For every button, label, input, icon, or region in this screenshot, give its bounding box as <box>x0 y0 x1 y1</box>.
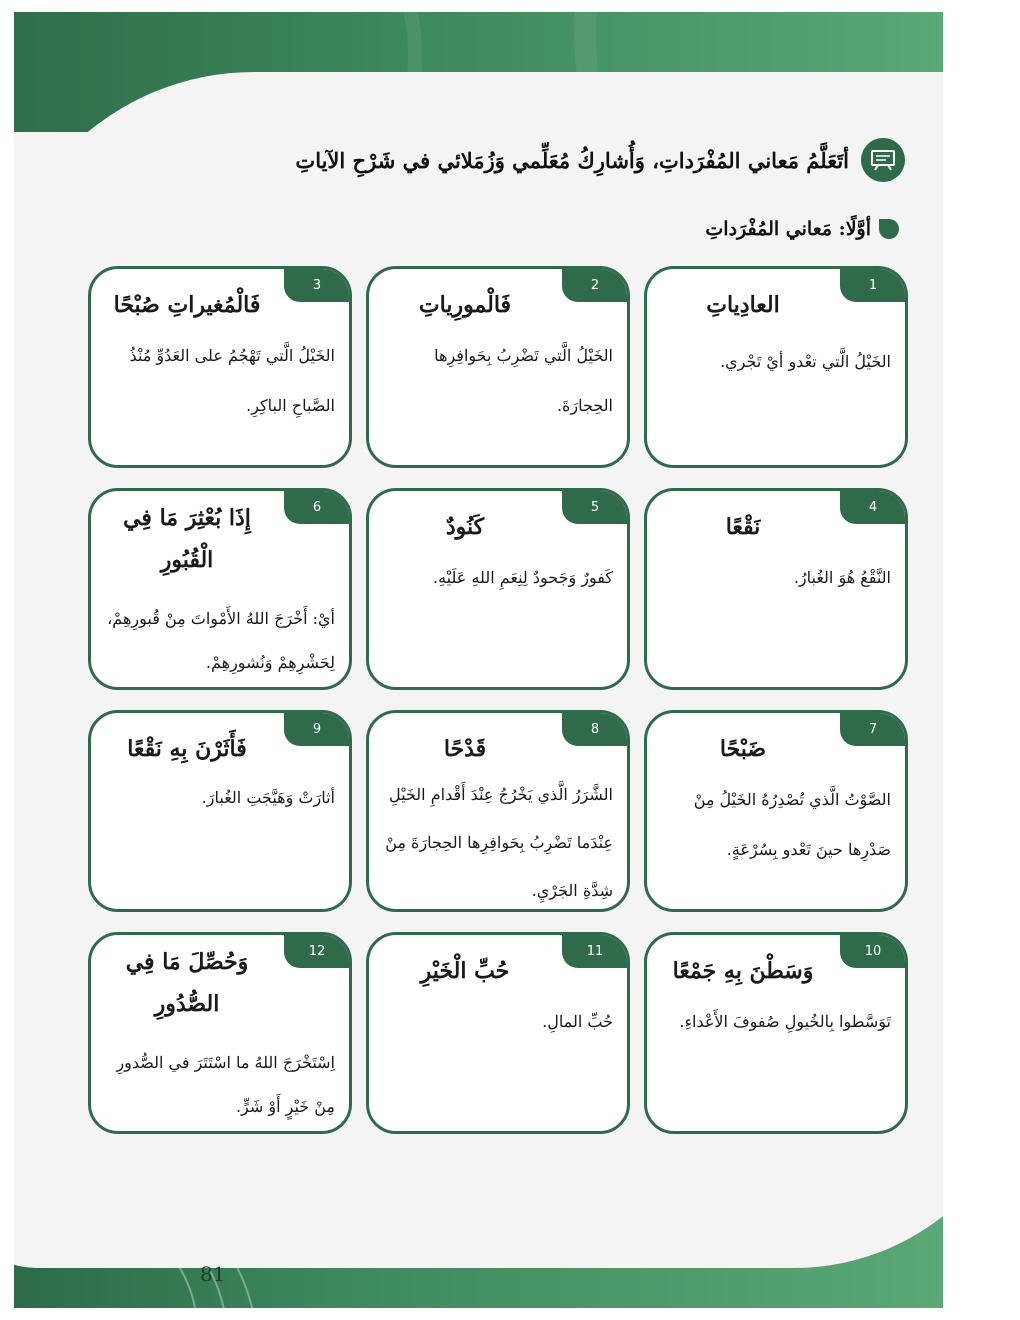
vocab-card <box>88 710 352 912</box>
bullet-icon <box>879 219 899 239</box>
card-definition: الصَّوْتُ الَّذي تُصْدِرُهُ الخَيْلُ مِنْ صَدْرِها حينَ تَعْدو بِسُرْعَةٍ. <box>693 790 891 859</box>
vocab-card <box>88 266 352 468</box>
vocab-card <box>644 932 908 1134</box>
card-number: 2 <box>562 268 628 302</box>
page-number: 81 <box>200 1262 226 1286</box>
heading-text: أتَعَلَّمُ مَعاني المُفْرَداتِ، وَأُشارِكُ مُعَلِّمي وَزُمَلائي في شَرْحِ الآياتِ <box>295 147 849 173</box>
vocab-card <box>366 710 630 912</box>
card-number: 4 <box>840 490 906 524</box>
card-title: وَسَطْنَ بِهِ جَمْعًا <box>672 958 814 984</box>
card-title: نَقْعًا <box>725 514 761 540</box>
card-title: فَأَثَرْنَ بِهِ نَقْعًا <box>127 736 247 762</box>
vocab-card <box>366 488 630 690</box>
card-definition: النَّقْعُ هُوَ الغُبارُ. <box>793 568 891 587</box>
card-number: 10 <box>840 934 906 968</box>
section-heading <box>265 138 905 182</box>
card-definition: الشَّرَرُ الَّذي يَخْرُجُ عِنْدَ أَقْدامِ الخَيْلِ عِنْدَما تَضْرِبُ بِحَوافِرِها الحِجارَةَ مِنْ شِدَّةِ الجَرْيِ. <box>385 785 613 900</box>
card-title: إِذَا بُعْثِرَ مَا فِي الْقُبُورِ <box>123 505 251 573</box>
card-number: 5 <box>562 490 628 524</box>
card-title: حُبِّ الْخَيْرِ <box>420 958 510 984</box>
subheading-text: أوَّلًا: مَعاني المُفْرَداتِ <box>705 218 871 240</box>
card-definition: أثارَتْ وَهَيَّجَتِ الغُبارَ. <box>201 788 335 807</box>
card-number: 7 <box>840 712 906 746</box>
card-number: 1 <box>840 268 906 302</box>
vocab-card <box>366 932 630 1134</box>
card-title: كَنُودٌ <box>445 514 485 540</box>
card-number: 9 <box>284 712 350 746</box>
vocab-card <box>88 932 352 1134</box>
page <box>14 12 943 1308</box>
card-title: فَالْمُغيراتِ صُبْحًا <box>113 292 261 318</box>
subheading <box>705 218 899 240</box>
vocab-card <box>88 488 352 690</box>
card-number: 3 <box>284 268 350 302</box>
vocab-card <box>644 488 908 690</box>
card-definition: الخَيْلُ الَّتي تَهْجُمُ على العَدُوِّ مُنْذُ الصَّباحِ الباكِرِ. <box>129 346 335 415</box>
vocab-card <box>644 266 908 468</box>
card-number: 12 <box>284 934 350 968</box>
card-definition: اِسْتَخْرَجَ اللهُ ما اسْتَتَرَ في الصُّدورِ مِنْ خَيْرٍ أَوْ شَرٍّ. <box>116 1053 335 1116</box>
vocab-card <box>644 710 908 912</box>
card-number: 11 <box>562 934 628 968</box>
card-title: ضَبْحًا <box>719 736 767 762</box>
card-definition: الخَيْلُ الَّتي تَضْرِبُ بِحَوافِرِها الحِجارَةَ. <box>434 346 613 415</box>
card-title: وَحُصِّلَ مَا فِي الصُّدُورِ <box>125 949 249 1017</box>
card-definition: الخَيْلُ الَّتي تعْدو أيْ تَجْري. <box>720 352 891 371</box>
card-number: 6 <box>284 490 350 524</box>
card-title: قَدْحًا <box>443 736 487 762</box>
card-definition: حُبِّ المالِ. <box>542 1012 613 1031</box>
card-definition: تَوَسَّطوا بِالخُيولِ صُفوفَ الأَعْداءِ. <box>679 1012 891 1031</box>
card-title: العادِياتِ <box>706 292 780 318</box>
card-definition: أيْ: أَخْرَجَ اللهُ الأَمْواتَ مِنْ قُبورِهِمْ، لِحَشْرِهِمْ وَنُشورِهِمْ. <box>107 609 335 672</box>
card-definition: كَفورٌ وَجَحودٌ لِنِعَمِ اللهِ عَلَيْهِ. <box>433 568 613 587</box>
card-number: 8 <box>562 712 628 746</box>
board-icon <box>861 138 905 182</box>
card-title: فَالْمورِياتِ <box>418 292 512 318</box>
vocab-card <box>366 266 630 468</box>
